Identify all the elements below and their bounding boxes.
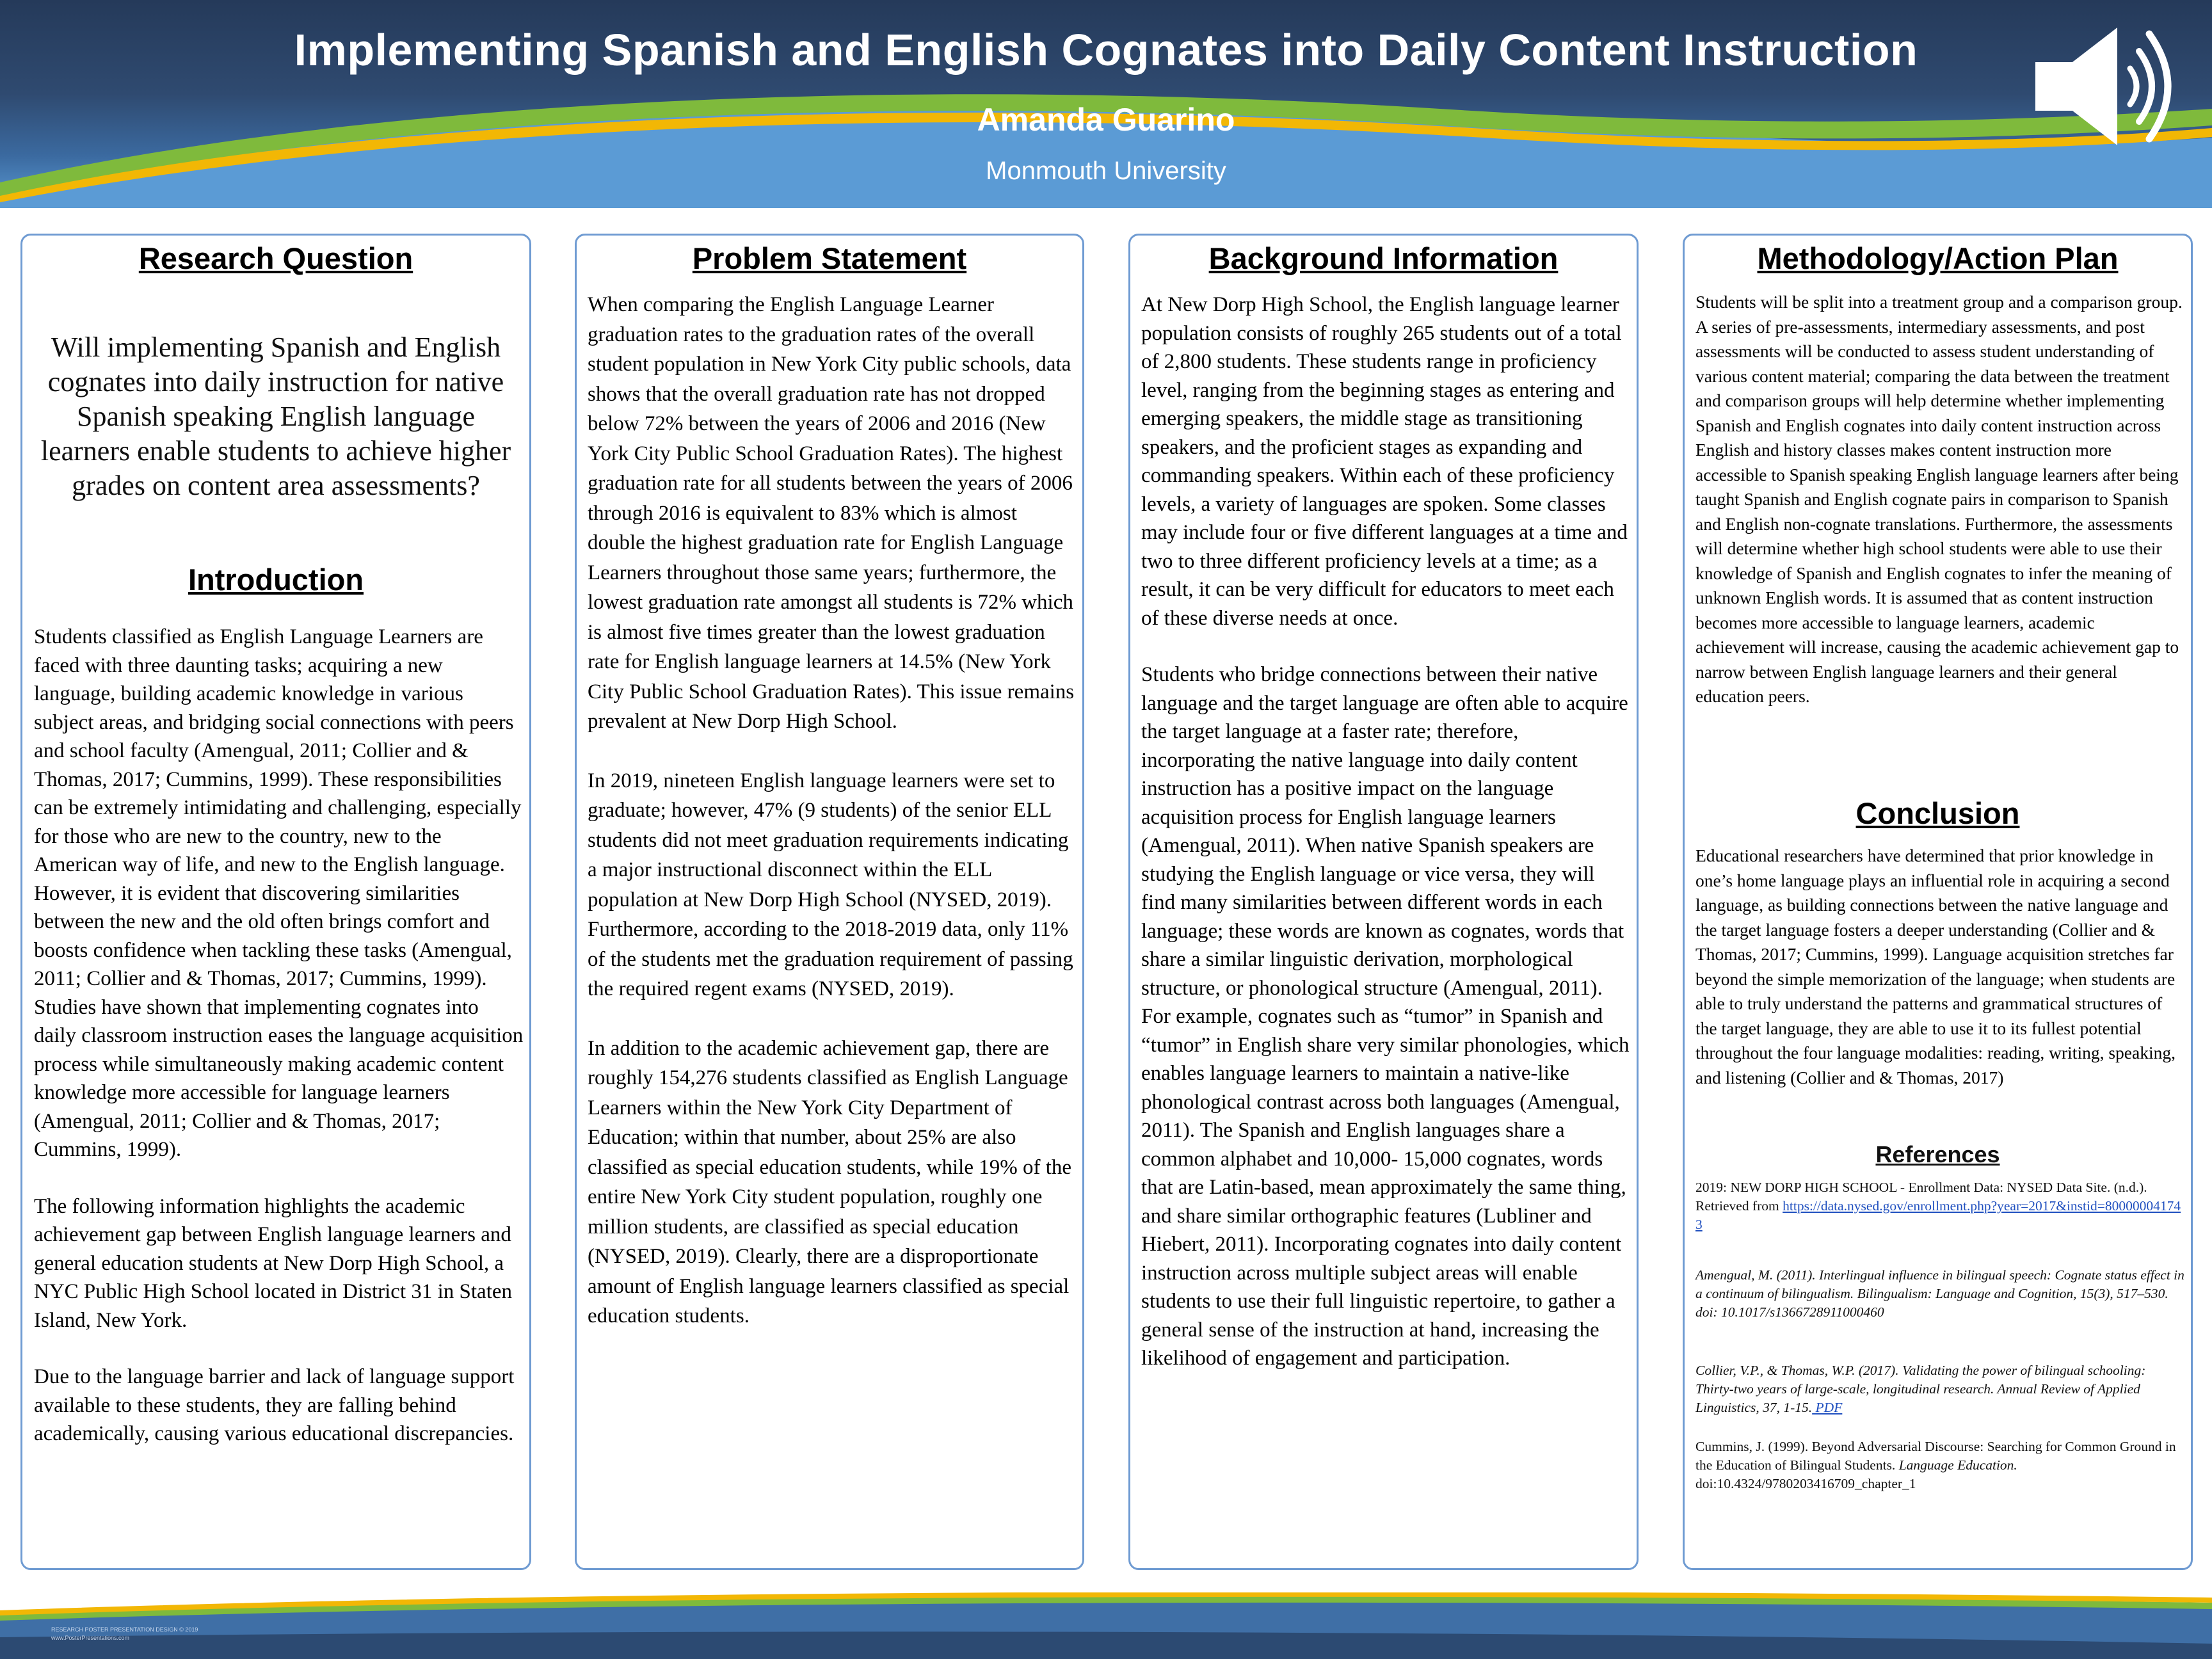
reference-item: Amengual, M. (2011). Interlingual influence in bilingual speech: Cognate status effect in a continuum of bilingualism. Bilingualism: Language and Cognition, 15(3), 517–530. doi: 10.1017/s1366728911000460 [1695, 1267, 2184, 1320]
references-heading: References [1875, 1141, 2000, 1167]
conclusion-text: Educational researchers have determined that prior knowledge in one’s home language plays an influential role in acquiring a second language, as building connections between the native language and the target language fosters a deeper understanding (Collier and & Thomas, 2017; Cummins, 1999). Language acquisition stretches far beyond the simple memorization of the language; when students are able to truly understand the patterns and grammatical structures of the target language, they are able to use it to its fullest potential throughout the four language modalities: reading, writing, speaking, and listening (Collier and & Thomas, 2017) [1695, 846, 2176, 1087]
footer-credit-line: www.PosterPresentations.com [51, 1635, 130, 1641]
introduction-paragraph: Students classified as English Language Learners are faced with three daunting tasks; acquiring a new language, building academic knowledge in various subject areas, and bridging social connections with peers and school faculty (Amengual, 2011; Collier and & Thomas, 2017; Cummins, 1999). These responsibilities can be extremely intimidating and challenging, especially for those who are new to the country, new to the American way of life, and new to the English language. However, it is evident that discovering similarities between the new and the old often brings comfort and boosts confidence when tackling these tasks (Amengual, 2011; Collier and & Thomas, 2017; Cummins, 1999). Studies have shown that implementing cognates into daily classroom instruction eases the language acquisition process while simultaneously making academic content knowledge more accessible for language learners (Amengual, 2011; Collier and & Thomas, 2017; Cummins, 1999). [34, 625, 524, 1161]
footer-swoosh [0, 1592, 2212, 1659]
author-name: Amanda Guarino [977, 102, 1235, 138]
problem-paragraph: In 2019, nineteen English language learners were set to graduate; however, 47% (9 students) of the senior ELL students did not meet graduation requirements indicating a major instructional disconnect within the ELL population at New Dorp High School (NYSED, 2019). Furthermore, according to the 2018-2019 data, only 11% of the students met the graduation requirement of passing the required regent exams (NYSED, 2019). [588, 769, 1073, 1000]
reference-link[interactable]: https://data.nysed.gov/enrollment.php?year=2017&instid=800000041743 [1695, 1198, 2181, 1232]
reference-item [1695, 1438, 2185, 1493]
footer-credit [51, 1626, 198, 1642]
introduction-paragraph: Due to the language barrier and lack of language support available to these students, they are falling behind academically, causing various educational discrepancies. [34, 1365, 515, 1445]
background-panel [1128, 234, 1639, 1570]
reference-journal: Language Education. [1898, 1457, 2017, 1473]
background-paragraph: At New Dorp High School, the English language learner population consists of roughly 265 students out of a total of 2,800 students. These students range in proficiency level, ranging from the beginning stages as entering and emerging speakers, the middle stage as transitioning speakers, and the proficient stages as expanding and commanding speakers. Within each of these proficiency levels, a variety of languages are spoken. Some classes may include four or five different languages at a time and two to three different proficiency levels at a time; as a result, it can be very difficult for educators to meet each of these diverse needs at once. [1141, 293, 1628, 630]
problem-paragraph: When comparing the English Language Learner graduation rates to the graduation rates of the overall student population in New York City public schools, data shows that the overall graduation rate has not dropped below 72% between the years of 2006 and 2016 (New York City Public School Graduation Rates). The highest graduation rate for all students between the years of 2006 through 2016 is equivalent to 83% which is almost double the highest graduation rate for English Language Learners throughout those same years; furthermore, the lowest graduation rate amongst all students is 72% which is almost five times greater than the lowest graduation rate for English language learners at 14.5% (New York City Public School Graduation Rates). This issue remains prevalent at New Dorp High School. [588, 293, 1075, 733]
background-heading: Background Information [1208, 241, 1559, 275]
background-body [1141, 291, 1633, 1373]
reference-text: Collier, V.P., & Thomas, W.P. (2017). Validating the power of bilingual schooling: Thirty-two years of large-scale, longitudinal research. Annual Review of Applied Linguistics, 37, 1-15. [1695, 1363, 2146, 1415]
pdf-link[interactable]: PDF [1812, 1400, 1843, 1415]
research-question-text: Will implementing Spanish and English cognates into daily instruction for native Spanish speaking English language learners enable students to achieve higher grades on content area assessments? [40, 332, 511, 501]
introduction-paragraph: The following information highlights the academic achievement gap between English language learners and general education students at New Dorp High School, a NYC Public High School located in District 31 in Staten Island, New York. [34, 1194, 513, 1332]
footer-credit-line: RESEARCH POSTER PRESENTATION DESIGN © 2019 [51, 1626, 198, 1633]
reference-doi: doi:10.4324/9780203416709_chapter_1 [1695, 1476, 1916, 1491]
problem-statement-panel [575, 234, 1084, 1570]
methodology-text: Students will be split into a treatment group and a comparison group. A series of pre-assessments, intermediary assessments, and post assessments will be conducted to assess student understanding of various content material; comparing the data between the treatment and comparison groups will help determine whether implementing Spanish and English cognates into daily content instruction across English and history classes makes content instruction more accessible to Spanish speaking English language learners after being taught Spanish and English cognate pairs in comparison to Spanish and English non-cognate translations. Furthermore, the assessments will determine whether high school students were able to use their knowledge of Spanish and English cognates to infer the meaning of unknown English words. It is assumed that as content instruction becomes more accessible to language learners, academic achievement will increase, causing the academic achievement gap to narrow between English language learners and their general education peers. [1695, 292, 2183, 706]
problem-paragraph: In addition to the academic achievement gap, there are roughly 154,276 students classified as English Language Learners within the New York City Department of Education; within that number, about 25% are also classified as special education students, while 19% of the entire New York City student population, roughly one million students, are classified as special education (NYSED, 2019). Clearly, there are a disproportionate amount of English language learners classified as special education students. [588, 1036, 1072, 1327]
poster-title: Implementing Spanish and English Cognates into Daily Content Instruction [294, 25, 1918, 75]
introduction-body [34, 623, 524, 1477]
reference-item [1695, 1178, 2185, 1234]
problem-statement-body [588, 290, 1077, 1331]
conclusion-body [1695, 844, 2187, 1090]
methodology-panel [1683, 234, 2193, 1570]
problem-statement-heading: Problem Statement [692, 241, 967, 275]
reference-text: Cummins, J. (1999). Beyond Adversarial Discourse: Searching for Common Ground in the Education of Bilingual Students. [1695, 1439, 2176, 1473]
university-name: Monmouth University [986, 157, 1226, 185]
research-question-heading: Research Question [138, 241, 413, 275]
background-paragraph: Students who bridge connections between their native language and the target language are often able to acquire the target language at a faster rate; therefore, incorporating the native language into daily content instruction has a positive impact on the language acquisition process for English language learners (Amengual, 2011). When native Spanish speakers are studying the English language or vice versa, they will find many similarities between different words in each language; these words are known as cognates, words that share a similar linguistic derivation, morphological structure, or phonological structure (Amengual, 2011). For example, cognates such as “tumor” in Spanish and “tumor” in English share very similar phonologies, which enables language learners to maintain a native-like phonological contrast across both languages (Amengual, 2011). The Spanish and English languages share a common alphabet and 10,000- 15,000 cognates, words that are Latin-based, mean approximately the same thing, and share similar orthographic features (Lubliner and Hiebert, 2011). Incorporating cognates into daily content instruction across multiple subject areas will enable students to use their full linguistic repertoire, to gather a general sense of the instruction at hand, increasing the likelihood of engagement and participation. [1141, 663, 1630, 1370]
speaker-icon[interactable] [2029, 22, 2176, 150]
methodology-heading: Methodology/Action Plan [1757, 241, 2119, 275]
poster-footer [0, 1592, 2212, 1659]
introduction-heading: Introduction [188, 563, 364, 597]
reference-item [1695, 1361, 2185, 1417]
conclusion-heading: Conclusion [1855, 796, 2020, 830]
reference-text: 2019: NEW DORP HIGH SCHOOL - Enrollment Data: NYSED Data Site. (n.d.). Retrieved from [1695, 1180, 2147, 1214]
references-list [1695, 1178, 2185, 1514]
methodology-body [1695, 290, 2187, 709]
research-question-panel [20, 234, 531, 1570]
poster-header [0, 0, 2212, 208]
